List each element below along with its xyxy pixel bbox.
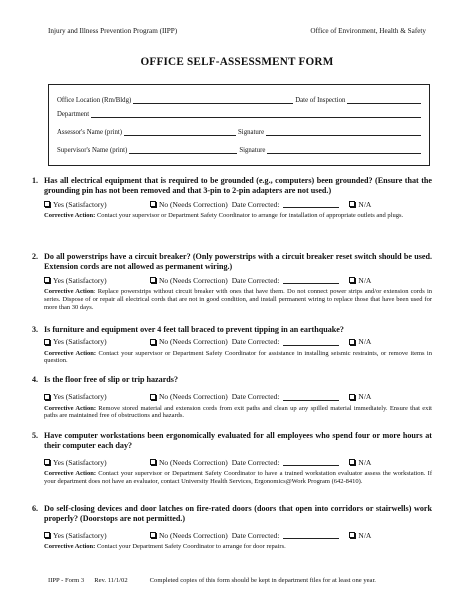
department-field[interactable] xyxy=(91,109,421,118)
no-option[interactable]: No (Needs Correction) xyxy=(150,337,228,346)
location-label: Office Location (Rm/Bldg) xyxy=(57,97,132,104)
corrective-action: Corrective Action: Replace powerstrips without circuit breaker with ones that have them. Do not connect power strips and/or extension cords in series. Dispose of or repair all electrical cords that are not in good condition, and install permanent wiring to replace those that have been used for more than 30 days. xyxy=(44,288,432,311)
question-number: 5. xyxy=(32,431,39,440)
checkbox-icon[interactable] xyxy=(150,394,156,400)
supervisor-signature-field[interactable] xyxy=(267,145,421,154)
date-corrected: Date Corrected: xyxy=(232,458,340,467)
date-corrected: Date Corrected: xyxy=(232,392,340,401)
date-corrected-field[interactable] xyxy=(283,276,339,284)
question-5 xyxy=(32,431,432,486)
header-office: Office of Environment, Health & Safety xyxy=(310,27,426,35)
date-corrected-field[interactable] xyxy=(283,393,339,401)
supervisor-label: Supervisor's Name (print) xyxy=(57,147,128,154)
question-number: 3. xyxy=(32,325,39,334)
question-text: Do all powerstrips have a circuit breaker? (Only powerstrips with a circuit breaker reset switch should be used. Extension cords are not allowed as permanent wiring.) xyxy=(44,252,432,271)
yes-option[interactable]: Yes (Satisfactory) xyxy=(44,392,150,401)
answer-options xyxy=(44,530,432,540)
question-text: Is the floor free of slip or trip hazards? xyxy=(44,375,178,384)
checkbox-icon[interactable] xyxy=(44,277,50,283)
footer-revision: Rev. 11/1/02 xyxy=(94,577,128,584)
inspection-date-label: Date of Inspection xyxy=(295,97,346,104)
assessor-signature-label: Signature xyxy=(238,129,265,136)
department-label: Department xyxy=(57,111,90,118)
checkbox-icon[interactable] xyxy=(349,459,355,465)
page-title: OFFICE SELF-ASSESSMENT FORM xyxy=(140,56,334,68)
date-corrected: Date Corrected: xyxy=(232,276,340,285)
checkbox-icon[interactable] xyxy=(349,201,355,207)
checkbox-icon[interactable] xyxy=(150,201,156,207)
header-program: Injury and Illness Prevention Program (IIPP) xyxy=(48,27,178,35)
question-number: 4. xyxy=(32,375,39,384)
corrective-action: Corrective Action: Contact your supervisor or Department Safety Coordinator to arrange for installation of appropriate outlets and plugs. xyxy=(44,212,404,220)
no-option[interactable]: No (Needs Correction) xyxy=(150,276,228,285)
location-field[interactable] xyxy=(133,95,293,104)
na-option[interactable]: N/A xyxy=(349,200,371,209)
question-text: Is furniture and equipment over 4 feet tall braced to prevent tipping in an earthquake? xyxy=(44,325,344,334)
no-option[interactable]: No (Needs Correction) xyxy=(150,458,228,467)
no-option[interactable]: No (Needs Correction) xyxy=(150,531,228,540)
yes-option[interactable]: Yes (Satisfactory) xyxy=(44,337,150,346)
date-corrected-field[interactable] xyxy=(283,338,339,346)
question-1 xyxy=(32,176,432,220)
na-option[interactable]: N/A xyxy=(349,337,371,346)
footer-retention-note: Completed copies of this form should be kept in department files for at least one year. xyxy=(149,577,376,584)
na-option[interactable]: N/A xyxy=(349,531,371,540)
assessor-signature-field[interactable] xyxy=(266,127,421,136)
date-corrected: Date Corrected: xyxy=(232,531,340,540)
checkbox-icon[interactable] xyxy=(44,459,50,465)
checkbox-icon[interactable] xyxy=(150,277,156,283)
page-footer xyxy=(48,577,426,584)
checkbox-icon[interactable] xyxy=(44,394,50,400)
date-corrected-field[interactable] xyxy=(283,531,339,539)
corrective-action: Corrective Action: Contact your supervisor or Department Safety Coordinator to have a trained workstation evaluator assess the workstation. If your department does not have an evaluator, contact University Health Services, Ergonomics@Work Program (642-8410). xyxy=(44,470,432,485)
na-option[interactable]: N/A xyxy=(349,276,371,285)
corrective-action: Corrective Action: Contact your supervisor or Department Safety Coordinator for assistance in installing seismic restraints, or remove items in question. xyxy=(44,349,432,365)
supervisor-signature-label: Signature xyxy=(239,147,266,154)
na-option[interactable]: N/A xyxy=(349,458,371,467)
checkbox-icon[interactable] xyxy=(349,394,355,400)
checkbox-icon[interactable] xyxy=(44,201,50,207)
date-corrected-field[interactable] xyxy=(283,200,339,208)
answer-options xyxy=(44,275,432,285)
question-4 xyxy=(32,375,432,420)
supervisor-field[interactable] xyxy=(129,145,237,154)
question-3 xyxy=(32,325,432,365)
checkbox-icon[interactable] xyxy=(349,277,355,283)
answer-options xyxy=(44,457,432,467)
answer-options xyxy=(44,199,432,209)
date-corrected: Date Corrected: xyxy=(232,200,340,209)
yes-option[interactable]: Yes (Satisfactory) xyxy=(44,531,150,540)
inspection-date-field[interactable] xyxy=(347,95,421,104)
no-option[interactable]: No (Needs Correction) xyxy=(150,200,228,209)
footer-form-id: IIPP - Form 3 xyxy=(48,577,85,584)
corrective-action: Corrective Action: Contact your Department Safety Coordinator to arrange for door repairs. xyxy=(44,543,286,551)
question-number: 2. xyxy=(32,252,39,261)
answer-options xyxy=(44,392,432,402)
date-corrected-field[interactable] xyxy=(283,458,339,466)
assessor-field[interactable] xyxy=(124,127,236,136)
checkbox-icon[interactable] xyxy=(44,532,50,538)
question-number: 1. xyxy=(32,176,39,185)
question-text: Have computer workstations been ergonomically evaluated for all employees who spend four or more hours at their computer each day? xyxy=(44,431,432,450)
yes-option[interactable]: Yes (Satisfactory) xyxy=(44,200,150,209)
info-box xyxy=(48,84,430,166)
question-6 xyxy=(32,504,432,551)
checkbox-icon[interactable] xyxy=(150,459,156,465)
checkbox-icon[interactable] xyxy=(349,532,355,538)
question-text: Has all electrical equipment that is required to be grounded (e.g., computers) been grounded? (Ensure that the grounding pin has not been removed and that 3-pin to 2-pin adapters are not used.) xyxy=(44,176,432,195)
answer-options xyxy=(44,337,432,347)
question-number: 6. xyxy=(32,504,39,513)
page-header xyxy=(48,27,426,35)
no-option[interactable]: No (Needs Correction) xyxy=(150,392,228,401)
checkbox-icon[interactable] xyxy=(150,532,156,538)
assessor-label: Assessor's Name (print) xyxy=(57,129,123,136)
checkbox-icon[interactable] xyxy=(44,339,50,345)
yes-option[interactable]: Yes (Satisfactory) xyxy=(44,458,150,467)
question-text: Do self-closing devices and door latches on fire-rated doors (doors that open into corridors or stairwells) work properly? (Doorstops are not permitted.) xyxy=(44,504,432,523)
corrective-action: Corrective Action: Remove stored material and extension cords from exit paths and clean up any spilled material immediately. Ensure that exit paths are maintained free of obstructions and hazards. xyxy=(44,404,432,420)
checkbox-icon[interactable] xyxy=(349,339,355,345)
question-2 xyxy=(32,252,432,312)
date-corrected: Date Corrected: xyxy=(232,337,340,346)
na-option[interactable]: N/A xyxy=(349,392,371,401)
yes-option[interactable]: Yes (Satisfactory) xyxy=(44,276,150,285)
checkbox-icon[interactable] xyxy=(150,339,156,345)
